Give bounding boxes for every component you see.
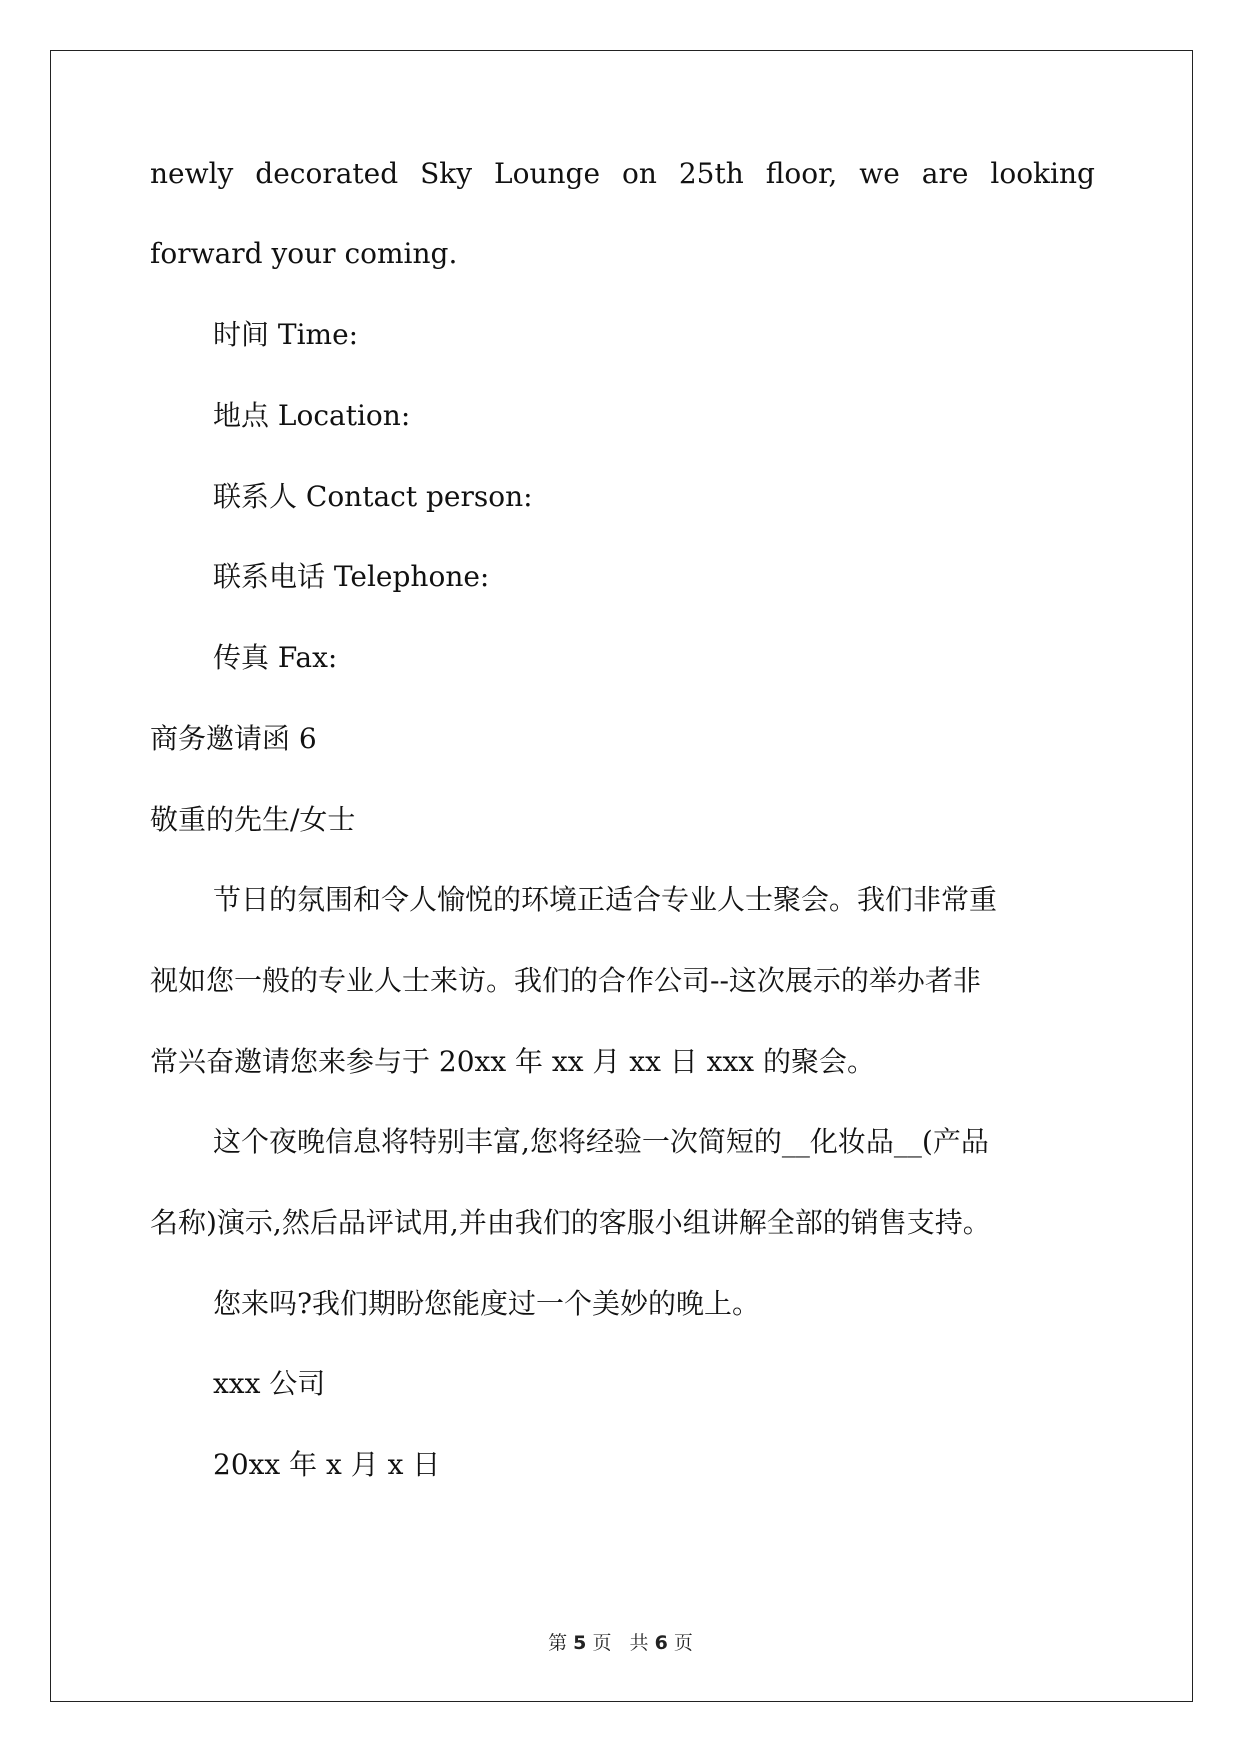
- word: Lounge: [494, 157, 601, 190]
- footer-prefix: 第: [548, 1632, 568, 1654]
- paragraph-1-line-3: 常兴奋邀请您来参与于 20xx 年 xx 月 xx 日 xxx 的聚会。: [150, 1045, 875, 1078]
- word: are: [921, 157, 969, 190]
- paragraph-2-line-2: 名称)演示,然后品评试用,并由我们的客服小组讲解全部的销售支持。: [150, 1206, 991, 1239]
- paragraph-3: 您来吗?我们期盼您能度过一个美妙的晚上。: [213, 1287, 761, 1320]
- word: on: [622, 157, 657, 190]
- location-field-label: 地点 Location:: [213, 399, 411, 432]
- time-field-label: 时间 Time:: [213, 318, 359, 351]
- body-line-2: forward your coming.: [150, 237, 458, 270]
- body-line-1: [150, 154, 1095, 194]
- paragraph-1-line-2: 视如您一般的专业人士来访。我们的合作公司--这次展示的举办者非: [150, 964, 981, 997]
- footer-suffix: 页: [673, 1632, 693, 1654]
- footer-middle: 页 共: [592, 1632, 649, 1654]
- word: newly: [150, 157, 234, 190]
- fax-field-label: 传真 Fax:: [213, 641, 338, 674]
- signature-date: 20xx 年 x 月 x 日: [213, 1448, 441, 1481]
- word: floor,: [765, 157, 838, 190]
- section-heading: 商务邀请函 6: [150, 722, 317, 755]
- footer-current-page: 5: [573, 1632, 587, 1654]
- word: we: [859, 157, 900, 190]
- contact-person-field-label: 联系人 Contact person:: [213, 480, 533, 513]
- paragraph-2-line-1: 这个夜晚信息将特别丰富,您将经验一次简短的__化妆品__(产品: [213, 1125, 989, 1158]
- word: looking: [990, 157, 1095, 190]
- paragraph-1-line-1: 节日的氛围和令人愉悦的环境正适合专业人士聚会。我们非常重: [213, 883, 998, 916]
- signature-company: xxx 公司: [213, 1367, 326, 1400]
- salutation: 敬重的先生/女士: [150, 803, 356, 836]
- word: decorated: [255, 157, 399, 190]
- telephone-field-label: 联系电话 Telephone:: [213, 560, 490, 593]
- word: Sky: [420, 157, 473, 190]
- page-footer: [0, 1628, 1241, 1655]
- word: 25th: [678, 157, 744, 190]
- footer-total-pages: 6: [654, 1632, 668, 1654]
